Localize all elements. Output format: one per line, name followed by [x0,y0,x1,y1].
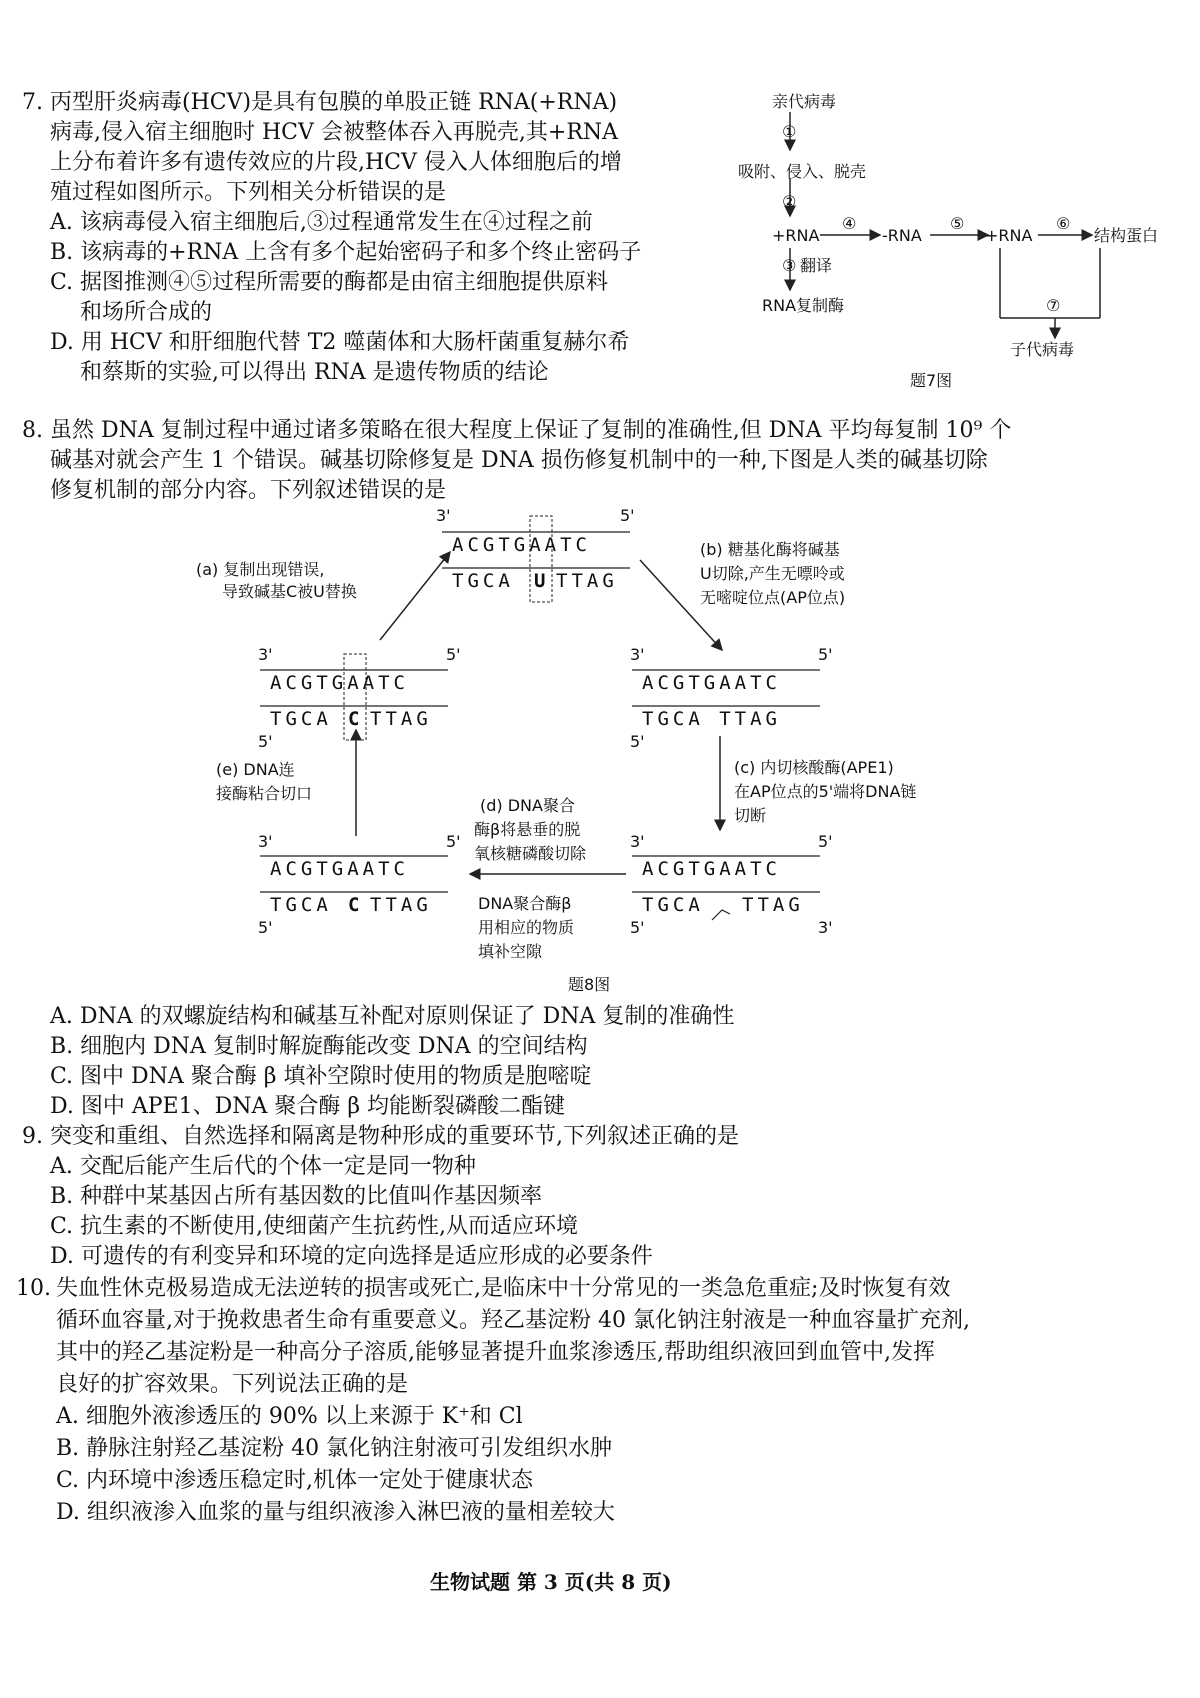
q8-top-lower-left: TGCA [452,570,514,592]
q10-stem-line-1: 失血性休克极易造成无法逆转的损害或死亡,是临床中十分常见的一类急危重症;及时恢复有效 [56,1276,951,1301]
page-footer: 生物试题 第 3 页(共 8 页) [430,1570,672,1594]
q8-top-lower-right: TTAG [556,570,618,592]
q7-fig-rna-replicase: RNA复制酶 [762,296,845,315]
q8-bl-lower-right: TTAG [370,894,432,916]
q9-stem: 突变和重组、自然选择和隔离是物种形成的重要环节,下列叙述正确的是 [50,1124,739,1149]
q10-stem-line-2: 循环血容量,对于挽救患者生命有重要意义。羟乙基淀粉 40 氯化钠注射液是一种血容量扩充剂, [56,1308,970,1333]
q8-step-b-line-1: (b) 糖基化酶将碱基 [700,540,840,559]
q8-step-c-line-2: 在AP位点的5'端将DNA链 [734,782,917,801]
q9-option-c: C. 抗生素的不断使用,使细菌产生抗药性,从而适应环境 [50,1214,579,1239]
q8-step-e-line-1: (e) DNA连 [216,760,295,779]
q8-stem-line-2: 碱基对就会产生 1 个错误。碱基切除修复是 DNA 损伤修复机制中的一种,下图是人类的碱基切除 [50,448,988,473]
q8-stem-line-1: 虽然 DNA 复制过程中通过诸多策略在很大程度上保证了复制的准确性,但 DNA 平均每复制 10⁹ 个 [50,418,1012,443]
q7-fig-plus-rna-2: +RNA [985,226,1033,245]
q8-br-3prime: 3' [630,832,645,851]
q8-bl-lower-c: C [348,894,364,916]
q8-left-lower-left: TGCA [270,708,332,730]
q8-option-d: D. 图中 APE1、DNA 聚合酶 β 均能断裂磷酸二酯键 [50,1094,566,1119]
q8-step-a-line-2: 导致碱基C被U替换 [222,582,357,601]
q7-stem-line-2: 病毒,侵入宿主细胞时 HCV 会被整体吞入再脱壳,其+RNA [50,120,619,145]
q10-option-b: B. 静脉注射羟乙基淀粉 40 氯化钠注射液可引发组织水肿 [56,1436,613,1461]
q8-number: 8. [22,418,43,443]
q7-fig-step6: ⑥ [1056,214,1071,233]
q8-step-d2-line-1: DNA聚合酶β [478,894,572,913]
q7-fig-step1: ① [782,122,797,141]
q8-br-upper-strand: ACGTGAATC [642,858,781,880]
q8-bl-5prime: 5' [446,832,461,851]
q8-br-lower-right: TTAG [742,894,804,916]
q9-option-d: D. 可遗传的有利变异和环境的定向选择是适应形成的必要条件 [50,1244,653,1269]
q8-right-lower-strand: TGCA TTAG [642,708,781,730]
q7-option-c-cont: 和场所合成的 [80,300,213,325]
q8-step-d-line-2: 酶β将悬垂的脱 [474,820,581,839]
q7-option-a: A. 该病毒侵入宿主细胞后,③过程通常发生在④过程之前 [50,210,593,235]
q8-step-d2-line-2: 用相应的物质 [478,918,575,937]
q7-number: 7. [22,90,43,115]
q7-stem-line-4: 殖过程如图所示。下列相关分析错误的是 [50,180,447,205]
q8-step-e-line-2: 接酶粘合切口 [216,784,313,803]
q7-fig-step5: ⑤ [950,214,965,233]
q7-fig-caption: 题7图 [910,371,953,390]
q8-top-upper-strand: ACGTGAATC [452,534,591,556]
q7-stem-line-3: 上分布着许多有遗传效应的片段,HCV 侵入人体细胞后的增 [50,150,622,175]
q10-option-a: A. 细胞外液渗透压的 90% 以上来源于 K⁺和 Cl [56,1404,523,1429]
q7-fig-translate: 翻译 [800,256,833,275]
q8-bl-lower-left: TGCA [270,894,332,916]
q7-fig-parent-virus: 亲代病毒 [772,92,837,111]
q8-left-lower-right: TTAG [370,708,432,730]
q7-option-d-cont: 和蔡斯的实验,可以得出 RNA 是遗传物质的结论 [80,360,549,385]
q7-fig-step4: ④ [842,214,857,233]
q9-option-a: A. 交配后能产生后代的个体一定是同一物种 [50,1154,476,1179]
q8-left-3prime: 3' [258,645,273,664]
q8-step-c-line-1: (c) 内切核酸酶(APE1) [734,758,894,777]
q8-step-d-line-1: (d) DNA聚合 [480,796,575,815]
q8-step-b-line-2: U切除,产生无嘌呤或 [700,564,845,583]
q8-option-a: A. DNA 的双螺旋结构和碱基互补配对原则保证了 DNA 复制的准确性 [50,1004,735,1029]
q9-number: 9. [22,1124,43,1149]
q9-option-b: B. 种群中某基因占所有基因数的比值叫作基因频率 [50,1184,543,1209]
q7-fig-structural-protein: 结构蛋白 [1094,226,1159,245]
q8-left-lower-c: C [348,708,364,730]
q8-left-upper-strand: ACGTGAATC [270,672,409,694]
q7-fig-step7: ⑦ [1046,296,1061,315]
q8-right-3prime: 3' [630,645,645,664]
q8-stem-line-3: 修复机制的部分内容。下列叙述错误的是 [50,478,447,503]
q8-br-5prime-bottom: 5' [630,918,645,937]
q8-left-5prime-bottom: 5' [258,732,273,751]
q10-option-d: D. 组织液渗入血浆的量与组织液渗入淋巴液的量相差较大 [56,1500,615,1525]
q8-right-5prime-bottom: 5' [630,732,645,751]
q8-step-b-line-3: 无嘧啶位点(AP位点) [700,588,846,607]
q10-stem-line-3: 其中的羟乙基淀粉是一种高分子溶质,能够显著提升血浆渗透压,帮助组织液回到血管中,发挥 [56,1340,935,1365]
q8-bl-upper-strand: ACGTGAATC [270,858,409,880]
q7-fig-progeny-virus: 子代病毒 [1010,340,1075,359]
q8-option-b: B. 细胞内 DNA 复制时解旋酶能改变 DNA 的空间结构 [50,1034,588,1059]
q8-top-lower-u: U [534,570,550,592]
q7-fig-step3: ③ [782,256,797,275]
q8-option-c: C. 图中 DNA 聚合酶 β 填补空隙时使用的物质是胞嘧啶 [50,1064,592,1089]
q7-fig-minus-rna: -RNA [882,226,922,245]
q8-br-3prime-bottom: 3' [818,918,833,937]
q8-top-5prime: 5' [620,506,635,525]
q8-top-3prime: 3' [436,506,451,525]
q8-fig-caption: 题8图 [568,975,611,994]
q7-stem-line-1: 丙型肝炎病毒(HCV)是具有包膜的单股正链 RNA(+RNA) [50,90,618,115]
q7-fig-plus-rna: +RNA [772,226,820,245]
q7-option-d: D. 用 HCV 和肝细胞代替 T2 噬菌体和大肠杆菌重复赫尔希 [50,330,630,355]
q10-number: 10. [16,1276,51,1301]
q8-bl-3prime: 3' [258,832,273,851]
q8-step-c-line-3: 切断 [734,806,767,825]
q8-br-5prime: 5' [818,832,833,851]
q8-bl-5prime-bottom: 5' [258,918,273,937]
q8-br-lower-left: TGCA [642,894,704,916]
q8-step-a-line-1: (a) 复制出现错误, [196,560,325,579]
q8-step-d-line-3: 氧核糖磷酸切除 [474,844,587,863]
q7-option-c: C. 据图推测④⑤过程所需要的酶都是由宿主细胞提供原料 [50,270,609,295]
q8-right-upper-strand: ACGTGAATC [642,672,781,694]
q8-left-5prime: 5' [446,645,461,664]
q10-option-c: C. 内环境中渗透压稳定时,机体一定处于健康状态 [56,1468,534,1493]
q7-fig-attach: 吸附、侵入、脱壳 [738,162,867,181]
q8-right-5prime: 5' [818,645,833,664]
q7-fig-step2: ② [782,192,797,211]
q8-step-d2-line-3: 填补空隙 [478,942,543,961]
q7-option-b: B. 该病毒的+RNA 上含有多个起始密码子和多个终止密码子 [50,240,642,265]
q10-stem-line-4: 良好的扩容效果。下列说法正确的是 [56,1372,409,1397]
